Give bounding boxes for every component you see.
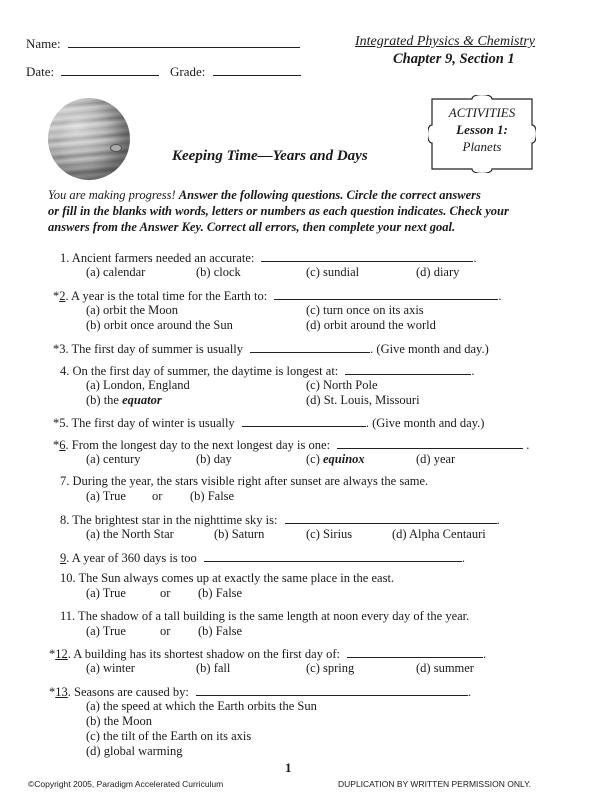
q4-option-a[interactable]: (a) London, England — [86, 378, 190, 392]
question-11: 11. The shadow of a tall building is the same length at noon every day of the year. — [60, 609, 470, 623]
q10-option-b[interactable]: (b) False — [198, 586, 243, 600]
star-marker: * — [49, 647, 56, 661]
star-marker: * — [49, 685, 56, 699]
instructions-line-3: answers from the Answer Key. Correct all errors, then complete your next goal. — [48, 220, 456, 234]
question-13-blank[interactable] — [196, 684, 468, 696]
course-title: Integrated Physics & Chemistry — [355, 34, 536, 49]
q6-option-a[interactable]: (a) century — [86, 452, 141, 466]
instructions — [48, 187, 509, 235]
question-5-blank[interactable] — [242, 415, 366, 427]
question-8-text: 8. The brightest star in the nighttime sky is: — [60, 513, 278, 527]
question-6-text: . From the longest day to the next longest day is one: — [65, 438, 331, 452]
page-title: Keeping Time—Years and Days — [172, 148, 368, 164]
q12-option-d[interactable]: (d) summer — [416, 661, 474, 675]
q6-option-d[interactable]: (d) year — [416, 452, 456, 466]
lesson-label: Lesson 1: — [456, 122, 508, 137]
question-8: 8. The brightest star in the nighttime sky is: . — [60, 513, 500, 527]
q7-option-a[interactable]: (a) True — [86, 489, 126, 503]
question-3-blank[interactable] — [250, 341, 370, 353]
q1-option-a[interactable]: (a) calendar — [86, 265, 146, 279]
q13-option-c[interactable]: (c) the tilt of the Earth on its axis — [86, 729, 252, 743]
q10-or: or — [160, 586, 171, 600]
q11-option-b[interactable]: (b) False — [198, 624, 243, 638]
question-6-number: 6 — [59, 438, 66, 452]
instructions-lead: You are making progress! — [48, 188, 176, 202]
grade-field-row — [170, 64, 301, 80]
q4-option-c[interactable]: (c) North Pole — [306, 378, 378, 392]
page-number: 1 — [285, 760, 292, 775]
question-12-blank[interactable] — [347, 646, 483, 658]
question-13-text: . Seasons are caused by: — [67, 685, 189, 699]
grade-blank[interactable] — [213, 64, 301, 76]
question-9-text: . A year of 360 days is too — [66, 551, 197, 565]
planet-illustration — [48, 98, 130, 180]
q2-option-d[interactable]: (d) orbit around the world — [306, 318, 436, 332]
date-field-row — [26, 64, 159, 80]
q8-option-d[interactable]: (d) Alpha Centauri — [392, 527, 486, 541]
q12-option-a[interactable]: (a) winter — [86, 661, 135, 675]
q4-option-b[interactable] — [86, 393, 162, 408]
q8-option-c[interactable]: (c) Sirius — [306, 527, 353, 541]
question-7: 7. During the year, the stars visible right after sunset are always the same. — [60, 474, 429, 488]
question-3 — [53, 341, 489, 357]
question-9-blank[interactable] — [204, 550, 462, 562]
question-10: 10. The Sun always comes up at exactly the same place in the east. — [60, 571, 395, 585]
star-marker: * — [53, 438, 60, 452]
planet-spot — [110, 144, 122, 152]
instructions-line-1: Answer the following questions. Circle the correct answers — [178, 188, 481, 202]
question-1-blank[interactable] — [261, 250, 473, 262]
instructions-line-2: or fill in the blanks with words, letters or numbers as each question indicates. Check your — [48, 204, 509, 218]
name-blank[interactable] — [68, 36, 300, 48]
question-12-number: 12 — [55, 647, 68, 661]
q12-option-c[interactable]: (c) spring — [306, 661, 355, 675]
q10-option-a[interactable]: (a) True — [86, 586, 126, 600]
question-9-number: 9 — [60, 551, 67, 565]
question-8-blank[interactable] — [285, 512, 497, 524]
star-marker: * — [53, 289, 60, 303]
question-9: 9. A year of 360 days is too . — [60, 551, 466, 565]
q8-option-b[interactable]: (b) Saturn — [214, 527, 265, 541]
question-2-blank[interactable] — [274, 288, 498, 300]
q6-option-c-emphasis: equinox — [323, 452, 365, 466]
q6-option-b[interactable]: (b) day — [196, 452, 232, 466]
q4-option-d[interactable]: (d) St. Louis, Missouri — [306, 393, 420, 407]
question-5-text: *5. The first day of winter is usually — [53, 416, 235, 430]
question-5 — [53, 415, 484, 431]
q4-option-b-emphasis: equator — [122, 393, 162, 407]
q2-option-a[interactable]: (a) orbit the Moon — [86, 303, 178, 317]
activity-label: ACTIVITIES — [448, 105, 516, 120]
q13-option-d[interactable]: (d) global warming — [86, 744, 183, 758]
name-label: Name: — [26, 36, 61, 51]
question-4-text: 4. On the first day of summer, the daytime is longest at: — [60, 364, 339, 378]
question-13-number: 13 — [55, 685, 68, 699]
q7-option-b[interactable]: (b) False — [190, 489, 235, 503]
q11-or: or — [160, 624, 171, 638]
q7-or: or — [152, 489, 163, 503]
q4-option-b-prefix: (b) the — [86, 393, 123, 407]
date-blank[interactable] — [61, 64, 159, 76]
q1-option-d[interactable]: (d) diary — [416, 265, 460, 279]
question-4-blank[interactable] — [345, 363, 471, 375]
question-12-text: . A building has its shortest shadow on the first day of: — [67, 647, 340, 661]
q2-option-b[interactable]: (b) orbit once around the Sun — [86, 318, 233, 332]
q6-option-c[interactable] — [306, 452, 365, 467]
q13-option-b[interactable]: (b) the Moon — [86, 714, 152, 728]
duplication-notice: DUPLICATION BY WRITTEN PERMISSION ONLY. — [338, 779, 532, 789]
question-1-text: 1. Ancient farmers needed an accurate: — [60, 251, 255, 265]
question-13: *13. Seasons are caused by: . — [49, 685, 472, 699]
question-1: 1. Ancient farmers needed an accurate: . — [60, 251, 477, 265]
question-2: *2. A year is the total time for the Earth to: . — [53, 289, 502, 303]
question-2-number: 2 — [59, 289, 66, 303]
lesson-topic: Planets — [462, 139, 502, 154]
question-3-tail: . (Give month and day.) — [370, 342, 489, 356]
chapter-section: Chapter 9, Section 1 — [393, 51, 515, 67]
question-3-text: *3. The first day of summer is usually — [53, 342, 244, 356]
name-field-row — [26, 36, 300, 52]
q8-option-a[interactable]: (a) the North Star — [86, 527, 174, 541]
question-12: *12. A building has its shortest shadow on the first day of: . — [49, 647, 487, 661]
q2-option-c[interactable]: (c) turn once on its axis — [306, 303, 424, 317]
q12-option-b[interactable]: (b) fall — [196, 661, 231, 675]
copyright-notice: ©Copyright 2005, Paradigm Accelerated Curriculum — [28, 779, 224, 789]
question-6: *6. From the longest day to the next longest day is one: . — [53, 438, 530, 452]
question-2-text: . A year is the total time for the Earth to: — [65, 289, 268, 303]
question-4: 4. On the first day of summer, the daytime is longest at: . — [60, 364, 475, 378]
q6-option-c-prefix: (c) — [306, 452, 323, 466]
grade-label: Grade: — [170, 64, 206, 79]
date-label: Date: — [26, 64, 55, 79]
q13-option-a[interactable]: (a) the speed at which the Earth orbits the Sun — [86, 699, 317, 713]
question-6-blank[interactable] — [337, 437, 523, 449]
q1-option-c[interactable]: (c) sundial — [306, 265, 360, 279]
q1-option-b[interactable]: (b) clock — [196, 265, 241, 279]
q11-option-a[interactable]: (a) True — [86, 624, 126, 638]
question-5-tail: . (Give month and day.) — [365, 416, 485, 430]
